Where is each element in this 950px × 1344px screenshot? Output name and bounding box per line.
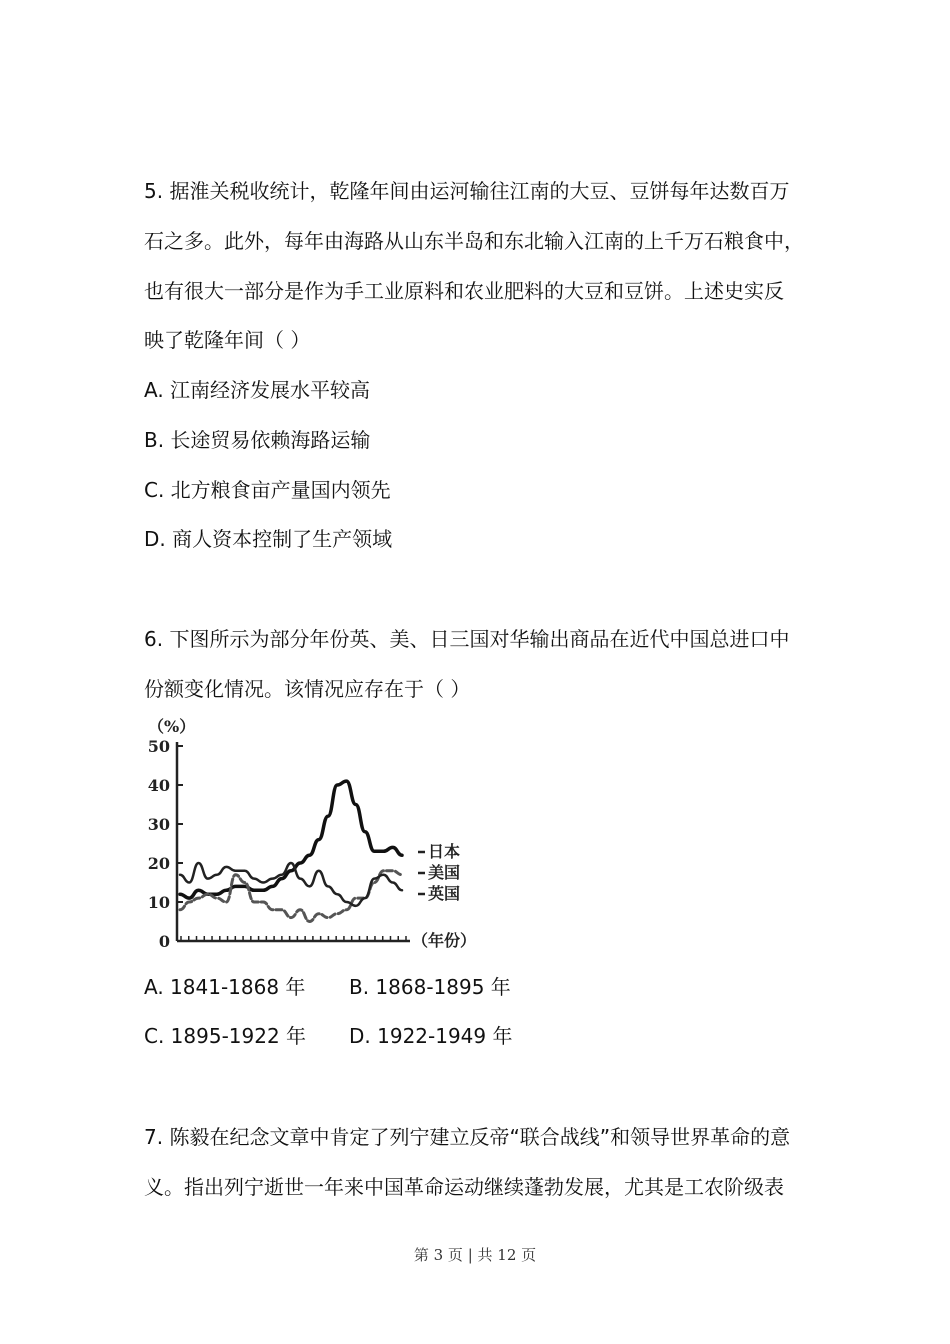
q7-stem-line: 义。指出列宁逝世一年来中国革命运动继续蓬勃发展，尤其是工农阶级表	[144, 1175, 784, 1199]
series-line-japan	[180, 781, 402, 898]
legend-label: 美国	[428, 863, 461, 882]
y-tick-label: 10	[147, 893, 170, 912]
q5-option-d: D. 商人资本控制了生产领域	[144, 527, 393, 551]
y-tick-label: 30	[147, 815, 170, 834]
q6-stem-line: 6. 下图所示为部分年份英、美、日三国对华输出商品在近代中国总进口中	[144, 627, 790, 651]
y-axis-label: （%）	[148, 717, 196, 736]
series-line-usa	[180, 871, 402, 922]
q6-option-b: B. 1868-1895 年	[349, 975, 511, 999]
y-tick-label: 50	[147, 737, 170, 756]
y-tick-label: 40	[147, 776, 170, 795]
x-axis-label: （年份）	[412, 931, 477, 950]
q6-option-a: A. 1841-1868 年	[144, 975, 306, 999]
q5-stem-line: 也有很大一部分是作为手工业原料和农业肥料的大豆和豆饼。上述史实反	[144, 279, 784, 303]
q5-option-b: B. 长途贸易依赖海路运输	[144, 428, 371, 452]
q5-stem-line: 5. 据淮关税收统计，乾隆年间由运河输往江南的大豆、豆饼每年达数百万	[144, 179, 790, 203]
legend-label: 英国	[428, 884, 461, 903]
q5-option-c: C. 北方粮食亩产量国内领先	[144, 478, 391, 502]
y-tick-label: 0	[158, 932, 170, 951]
page-footer: 第 3 页 | 共 12 页	[413, 1246, 537, 1264]
q6-stem-line: 份额变化情况。该情况应存在于（ ）	[144, 677, 471, 701]
legend-label: 日本	[428, 842, 461, 861]
y-tick-label: 20	[147, 854, 170, 873]
q5-stem-line: 石之多。此外，每年由海路从山东半岛和东北输入江南的上千万石粮食中，	[144, 229, 804, 253]
q5-stem-line: 映了乾隆年间（ ）	[144, 328, 311, 352]
import-share-chart	[140, 712, 490, 960]
q7-stem-line: 7. 陈毅在纪念文章中肯定了列宁建立反帝“联合战线”和领导世界革命的意	[144, 1125, 791, 1149]
q6-option-c: C. 1895-1922 年	[144, 1024, 307, 1048]
q5-option-a: A. 江南经济发展水平较高	[144, 378, 371, 402]
q6-option-d: D. 1922-1949 年	[349, 1024, 513, 1048]
